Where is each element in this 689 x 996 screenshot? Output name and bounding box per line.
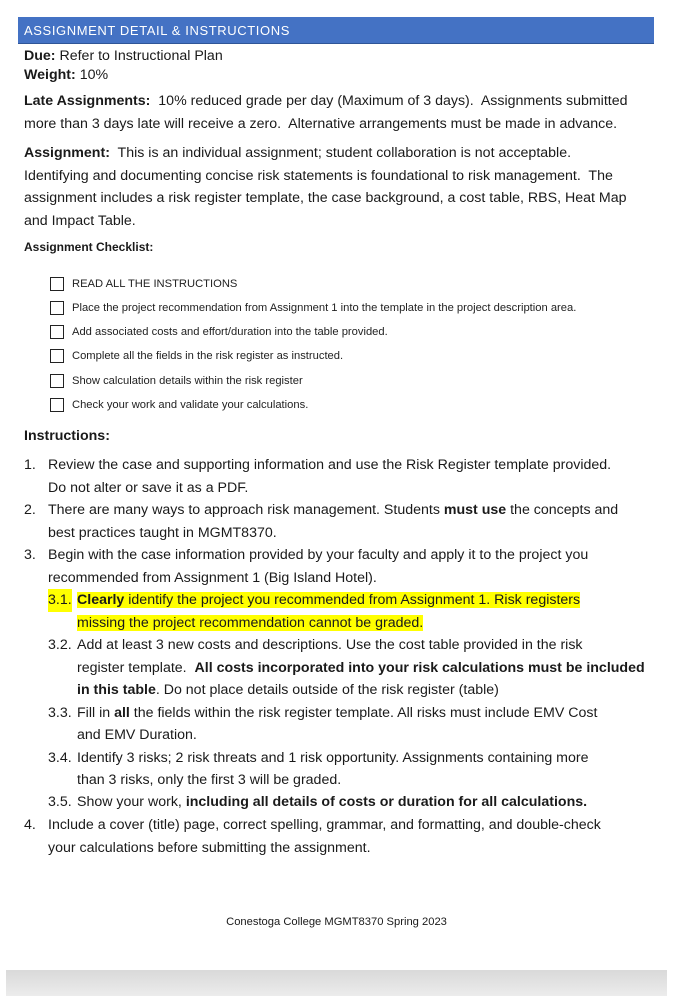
weight-value: 10% — [75, 67, 109, 83]
late-paragraph — [24, 90, 649, 135]
checkbox[interactable] — [50, 325, 64, 339]
checklist-label: Complete all the fields in the risk register as instructed. — [72, 350, 344, 362]
checklist-item[interactable] — [50, 395, 308, 415]
text-run: Fill in — [77, 705, 115, 721]
checklist-item[interactable] — [50, 298, 576, 318]
instruction-3-3-line-1 — [77, 702, 597, 725]
assignment-label: Assignment: — [24, 145, 110, 161]
late-label: Late Assignments: — [24, 93, 151, 109]
bold-run: all — [114, 705, 130, 721]
checklist-label: Check your work and validate your calculations. — [72, 399, 309, 411]
due-value: Refer to Instructional Plan — [55, 48, 223, 64]
instructions-heading: Instructions: — [24, 428, 110, 444]
instruction-3-4-line-2: than 3 risks, only the first 3 will be graded. — [77, 772, 342, 788]
checklist-item[interactable] — [50, 371, 303, 391]
list-number: 2. — [24, 502, 36, 518]
instruction-3-1-line-2 — [77, 612, 423, 635]
checkbox[interactable] — [50, 374, 64, 388]
assignment-line-4: and Impact Table. — [24, 212, 136, 229]
list-number: 4. — [24, 817, 36, 833]
sublist-number: 3.5. — [48, 794, 72, 810]
text-run: missing the project recommendation cannot be graded. — [77, 615, 424, 631]
list-number: 3. — [24, 547, 36, 563]
bold-run: All costs incorporated into your risk calculations must be included — [194, 660, 645, 676]
assignment-line-1: This is an individual assignment; student collaboration is not acceptable. — [109, 145, 572, 161]
instruction-3-5-line-1 — [77, 791, 587, 814]
instruction-4-line-1: Include a cover (title) page, correct spelling, grammar, and formatting, and double-check — [48, 817, 601, 833]
instruction-4-line-2: your calculations before submitting the assignment. — [48, 840, 371, 856]
text-run: identify the project you recommended from Assignment 1. Risk registers — [124, 592, 581, 608]
checklist-label: Show calculation details within the risk register — [72, 375, 303, 387]
instruction-3-1-line-1 — [77, 589, 580, 612]
instruction-3-line-1: Begin with the case information provided by your faculty and apply it to the project you — [48, 547, 589, 563]
section-header: ASSIGNMENT DETAIL & INSTRUCTIONS — [18, 17, 654, 44]
page-footer: Conestoga College MGMT8370 Spring 2023 — [226, 916, 447, 928]
checkbox[interactable] — [50, 349, 64, 363]
bold-run: must use — [443, 502, 507, 518]
checklist-heading: Assignment Checklist: — [24, 240, 154, 254]
text-run: Show your work, — [77, 794, 186, 810]
text-run: the fields within the risk register template. All risks must include EMV Cost — [129, 705, 598, 721]
instruction-1-line-2: Do not alter or save it as a PDF. — [48, 480, 249, 496]
instruction-3-2-line-1: Add at least 3 new costs and descriptions. Use the cost table provided in the risk — [77, 637, 583, 653]
instruction-3-line-2: recommended from Assignment 1 (Big Island Hotel). — [48, 570, 377, 586]
weight-line — [24, 64, 649, 87]
text-run: the concepts and — [506, 502, 619, 518]
text-run: register template. — [77, 660, 195, 676]
bold-run: in this table — [77, 682, 156, 698]
assignment-paragraph — [24, 142, 649, 232]
instruction-3-4-line-1: Identify 3 risks; 2 risk threats and 1 risk opportunity. Assignments containing more — [77, 750, 589, 766]
instruction-2-line-2: best practices taught in MGMT8370. — [48, 525, 277, 541]
bold-run: Clearly — [77, 592, 125, 608]
document-page — [6, 0, 667, 970]
late-line-2: more than 3 days late will receive a zero. Alternative arrangements must be made in advance. — [24, 115, 618, 132]
text-run: . Do not place details outside of the risk register (table) — [155, 682, 499, 698]
text-run: There are many ways to approach risk management. Students — [48, 502, 444, 518]
checklist-item[interactable] — [50, 346, 343, 366]
checkbox[interactable] — [50, 398, 64, 412]
checklist-label: Place the project recommendation from Assignment 1 into the template in the project description area. — [72, 302, 577, 314]
instruction-1-line-1: Review the case and supporting information and use the Risk Register template provided. — [48, 457, 612, 473]
sublist-number: 3.3. — [48, 705, 72, 721]
instruction-3-2-line-3 — [77, 679, 499, 702]
instruction-3-3-line-2: and EMV Duration. — [77, 727, 197, 743]
sublist-number: 3.2. — [48, 637, 72, 653]
checklist-item[interactable] — [50, 322, 388, 342]
instruction-3-2-line-2 — [77, 657, 645, 680]
checklist-item[interactable] — [50, 274, 237, 294]
checklist-label: Add associated costs and effort/duration into the table provided. — [72, 326, 388, 338]
due-label: Due: — [24, 48, 56, 64]
checklist-label: READ ALL THE INSTRUCTIONS — [72, 278, 238, 290]
assignment-line-3: assignment includes a risk register template, the case background, a cost table, RBS, Heat Map — [24, 190, 627, 206]
late-line-1: 10% reduced grade per day (Maximum of 3 days). Assignments submitted — [150, 93, 628, 109]
list-number: 1. — [24, 457, 36, 473]
checkbox[interactable] — [50, 277, 64, 291]
sublist-number: 3.4. — [48, 750, 72, 766]
assignment-line-2: Identifying and documenting concise risk statements is foundational to risk management. The — [24, 167, 613, 184]
sublist-number: 3.1. — [48, 589, 72, 612]
bold-run: including all details of costs or duration for all calculations. — [185, 794, 588, 810]
checkbox[interactable] — [50, 301, 64, 315]
weight-label: Weight: — [24, 67, 76, 83]
page-gap — [6, 970, 667, 996]
instruction-2-line-1 — [48, 499, 618, 522]
